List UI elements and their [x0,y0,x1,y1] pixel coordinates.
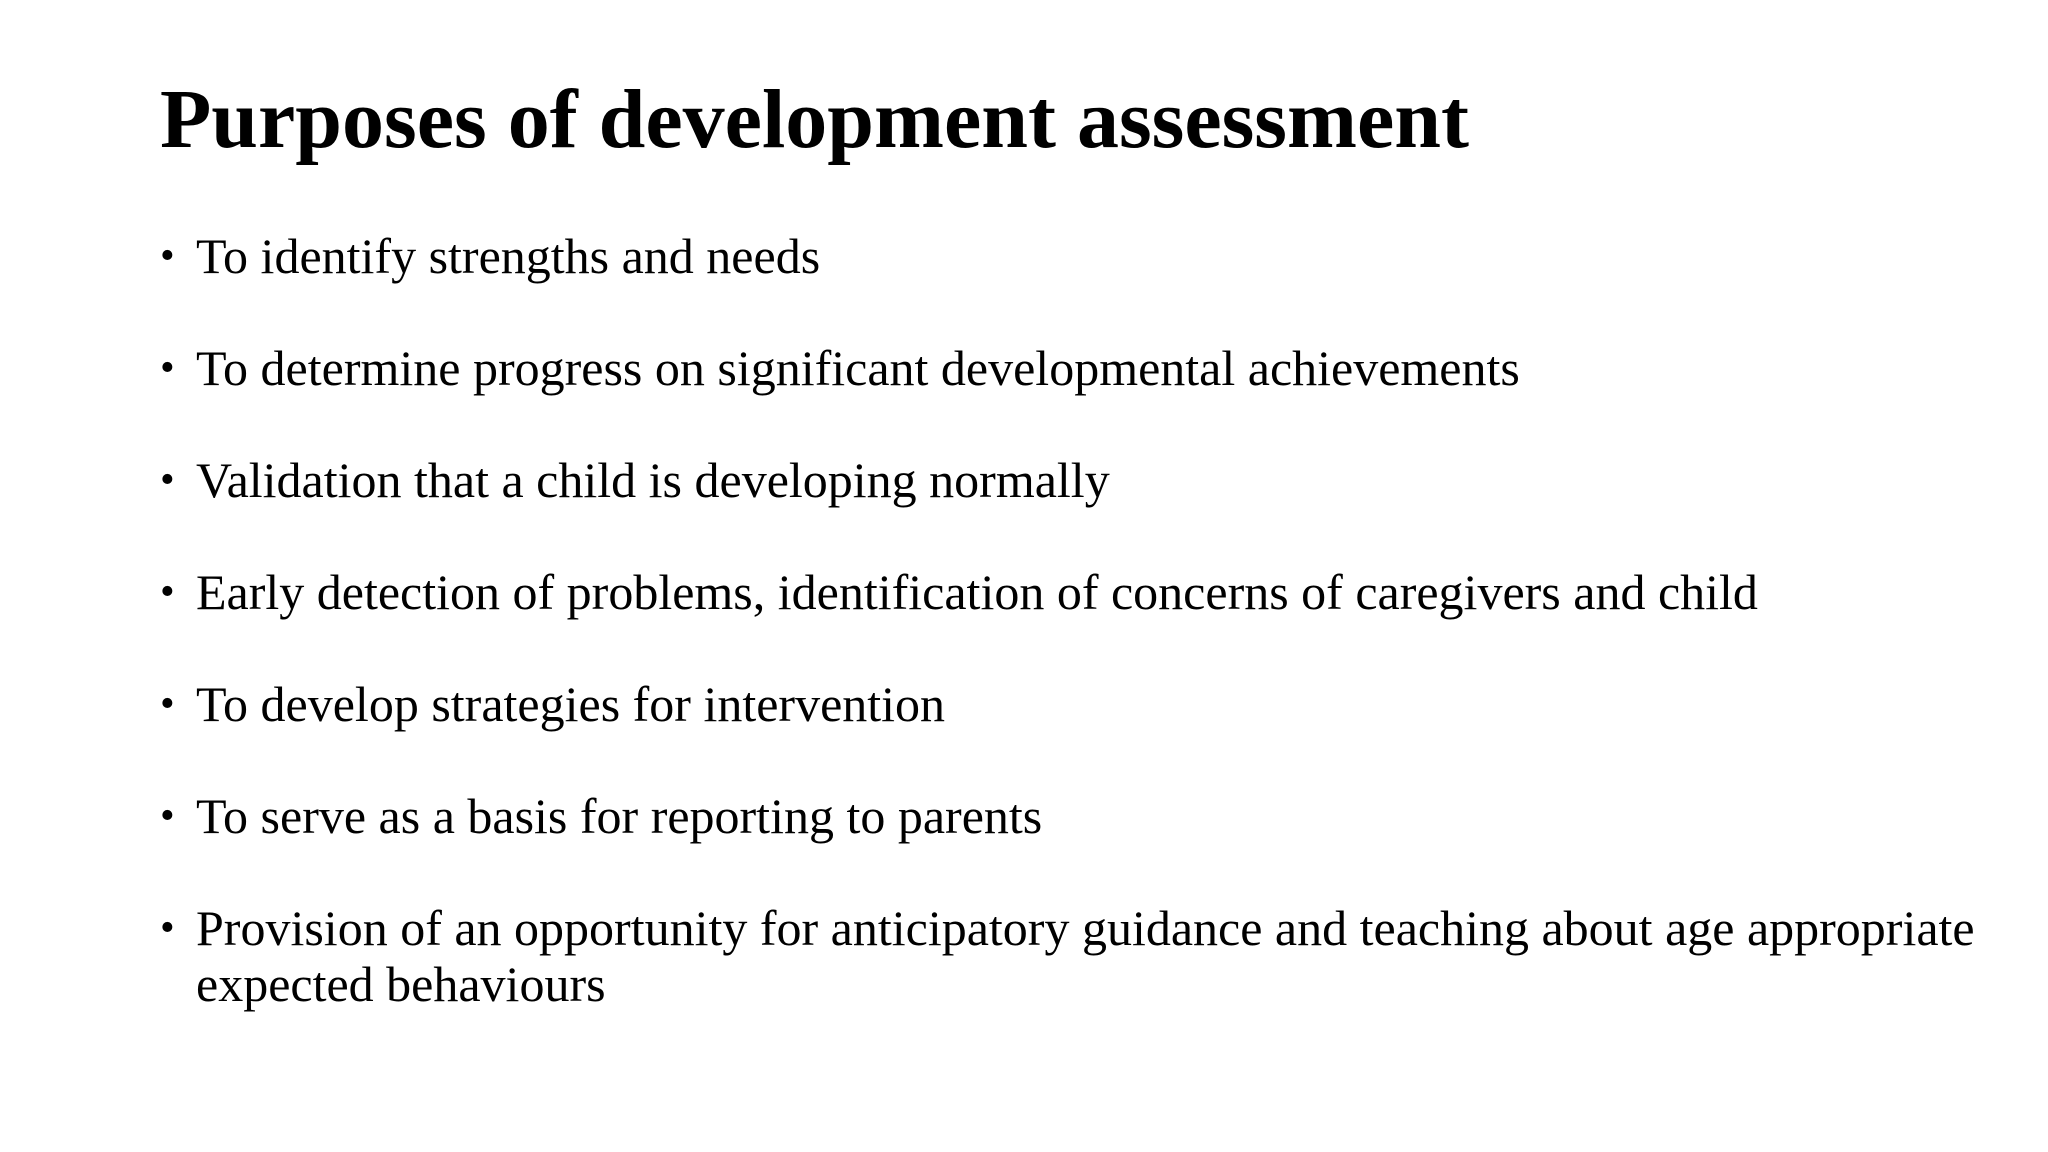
bullet-item [160,788,1980,844]
bullet-text: To develop strategies for intervention [196,676,946,732]
bullet-item [160,564,1980,620]
bullet-item [160,452,1980,508]
bullet-dot-icon: • [160,905,175,951]
bullet-list [160,228,1980,1068]
bullet-text: To determine progress on significant developmental achievements [196,340,1520,396]
bullet-dot-icon: • [160,793,175,839]
bullet-text: Early detection of problems, identification of concerns of caregivers and child [196,564,1758,620]
bullet-text: To identify strengths and needs [196,228,821,284]
bullet-dot-icon: • [160,233,175,279]
bullet-item [160,900,1980,1012]
bullet-item [160,340,1980,396]
bullet-dot-icon: • [160,457,175,503]
bullet-dot-icon: • [160,681,175,727]
bullet-text: Provision of an opportunity for anticipatory guidance and teaching about age appropriate expected behaviours [196,900,1975,1012]
slide-title: Purposes of development assessment [160,73,1469,166]
bullet-text: Validation that a child is developing normally [196,452,1110,508]
bullet-item [160,676,1980,732]
bullet-text: To serve as a basis for reporting to parents [196,788,1043,844]
bullet-dot-icon: • [160,569,175,615]
bullet-item [160,228,1980,284]
bullet-dot-icon: • [160,345,175,391]
